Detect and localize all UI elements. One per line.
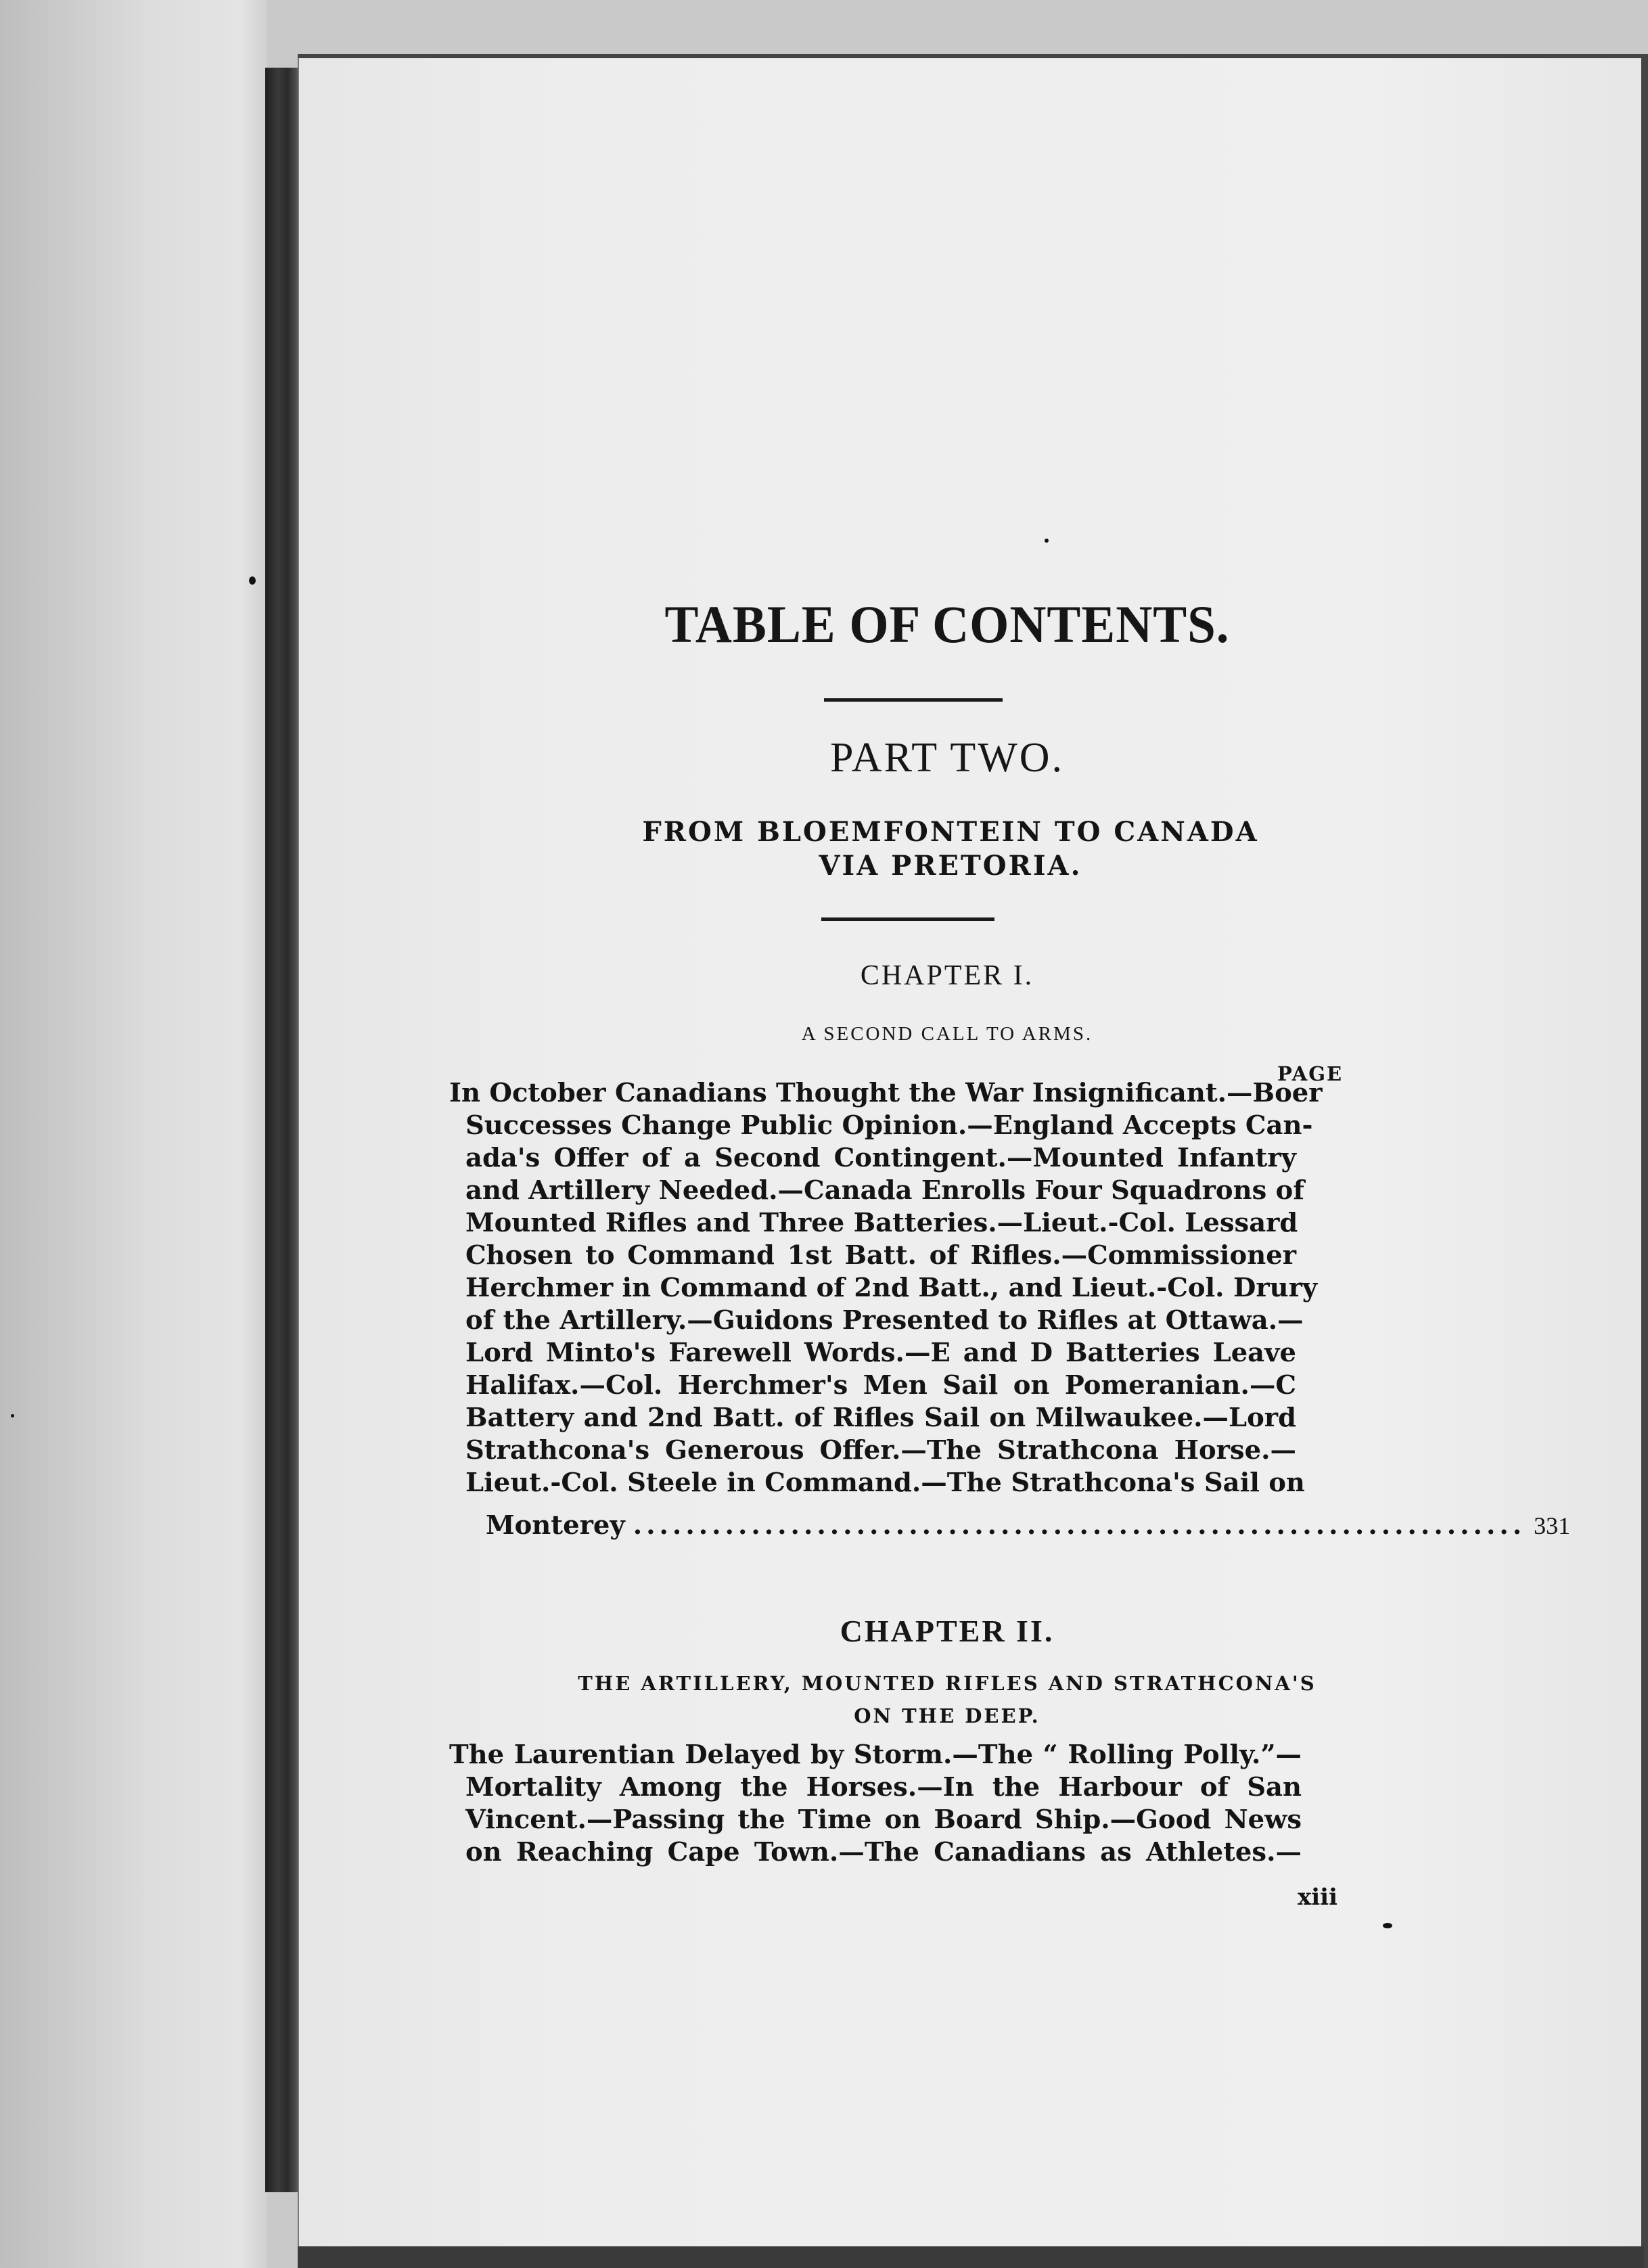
summary-last-line: Monterey xyxy=(486,1510,625,1541)
scan-speck xyxy=(249,576,256,585)
scan-speck xyxy=(11,1414,14,1418)
part-rule xyxy=(821,917,994,921)
chapter-1-summary xyxy=(449,1077,1323,1499)
summary-line: Strathcona's Generous Offer.—The Strathcona Horse.— xyxy=(465,1435,1296,1466)
chapter-2-subtitle-line: ON THE DEEP. xyxy=(854,1704,1040,1727)
summary-line: of the Artillery.—Guidons Presented to Rifles at Ottawa.— xyxy=(465,1305,1304,1336)
chapter-1-heading: CHAPTER I. xyxy=(860,960,1034,991)
summary-line: Chosen to Command 1st Batt. of Rifles.—Commissioner xyxy=(465,1240,1296,1271)
summary-line: ada's Offer of a Second Contingent.—Mounted Infantry xyxy=(465,1143,1296,1173)
part-subtitle-line: VIA PRETORIA. xyxy=(819,850,1082,882)
chapter-2-heading: CHAPTER II. xyxy=(840,1614,1055,1648)
title-rule xyxy=(824,698,1003,702)
chapter-2-subtitle-line: THE ARTILLERY, MOUNTED RIFLES AND STRATHCONA'S xyxy=(578,1672,1317,1695)
scan-speck xyxy=(1383,1923,1392,1928)
summary-line: Lieut.-Col. Steele in Command.—The Strathcona's Sail on xyxy=(465,1468,1305,1498)
chapter-2-subtitle xyxy=(474,1667,1421,1732)
summary-line: Vincent.—Passing the Time on Board Ship.—Good News xyxy=(465,1805,1302,1835)
part-subtitle xyxy=(528,815,1373,883)
summary-line: and Artillery Needed.—Canada Enrolls Four Squadrons of xyxy=(465,1175,1304,1206)
chapter-1-entry-end xyxy=(486,1510,1571,1541)
summary-line: In October Canadians Thought the War Insignificant.—Boer xyxy=(449,1078,1323,1108)
summary-line: Mounted Rifles and Three Batteries.—Lieut.-Col. Lessard xyxy=(465,1208,1298,1238)
scan-speck xyxy=(1045,539,1049,543)
chapter-2-summary xyxy=(449,1739,1302,1869)
part-subtitle-line: FROM BLOEMFONTEIN TO CANADA xyxy=(642,816,1259,848)
dot-leader: .................................................................... xyxy=(633,1510,1526,1541)
summary-line: Battery and 2nd Batt. of Rifles Sail on Milwaukee.—Lord xyxy=(465,1403,1296,1433)
summary-line: Mortality Among the Horses.—In the Harbour of San xyxy=(465,1772,1302,1802)
page-edge-bottom xyxy=(298,2246,1644,2268)
summary-line: on Reaching Cape Town.—The Canadians as Athletes.— xyxy=(465,1837,1302,1867)
summary-line: Herchmer in Command of 2nd Batt., and Lieut.-Col. Drury xyxy=(465,1273,1318,1303)
summary-line: Halifax.—Col. Herchmer's Men Sail on Pomeranian.—C xyxy=(465,1370,1296,1401)
page-column-label: PAGE xyxy=(1277,1062,1344,1085)
summary-line: Successes Change Public Opinion.—England Accepts Can- xyxy=(465,1110,1313,1141)
chapter-1-subtitle: A SECOND CALL TO ARMS. xyxy=(801,1023,1093,1045)
summary-line: The Laurentian Delayed by Storm.—The “ Rolling Polly.”— xyxy=(449,1740,1302,1770)
book-spine xyxy=(265,68,298,2192)
page-title: TABLE OF CONTENTS. xyxy=(664,595,1230,654)
part-heading: PART TWO. xyxy=(830,735,1064,781)
left-page xyxy=(0,0,267,2268)
folio-page-number: xiii xyxy=(1298,1884,1338,1911)
summary-line: Lord Minto's Farewell Words.—E and D Batteries Leave xyxy=(465,1338,1296,1368)
page-edge-right xyxy=(1641,54,1648,2268)
page-number: 331 xyxy=(1534,1512,1571,1539)
